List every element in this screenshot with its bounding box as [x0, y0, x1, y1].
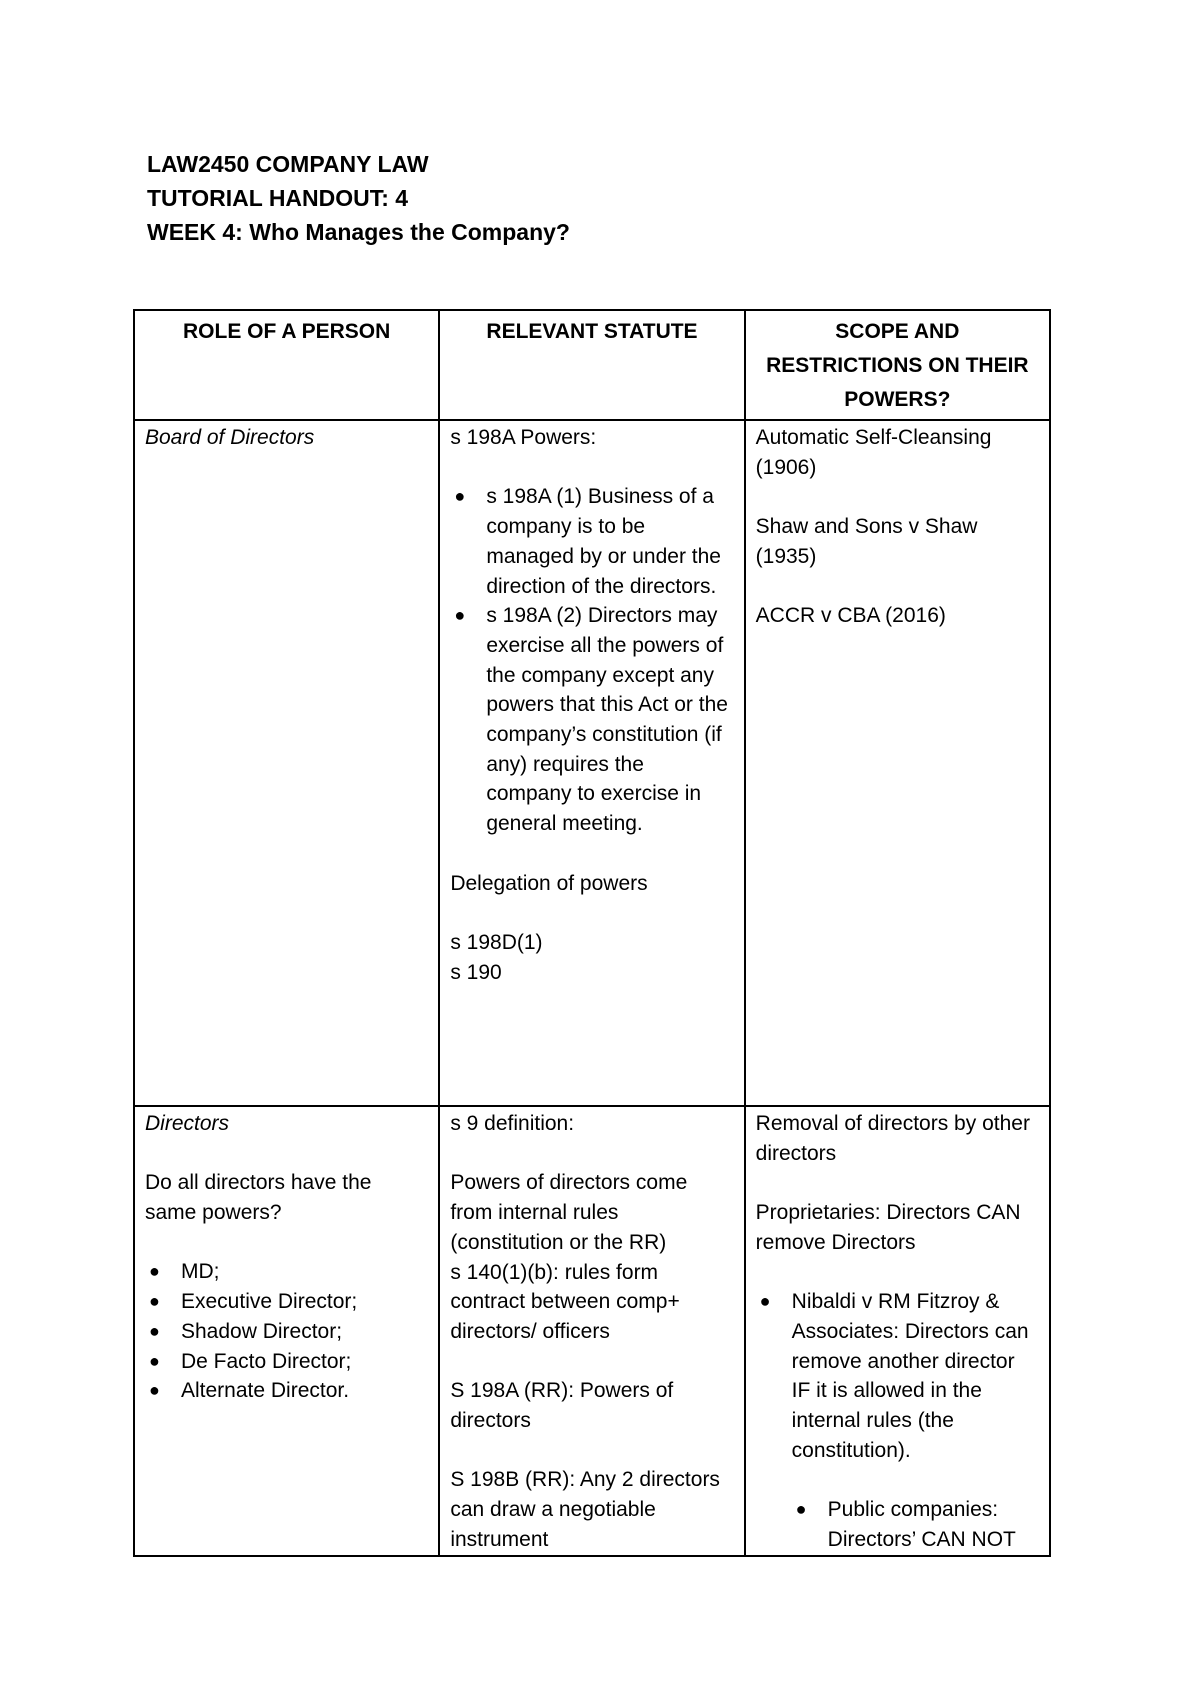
statute-text: S 198A (RR): Powers of directors	[450, 1379, 674, 1432]
list-item: ● s 198A (1) Business of a company is to be managed by or under the direction of the directors.	[450, 482, 733, 601]
delegation-heading: Delegation of powers	[450, 871, 648, 895]
case-ref: ACCR v CBA (2016)	[755, 604, 946, 628]
statute-text: Powers of directors come from internal rules (constitution or the RR)	[450, 1171, 688, 1254]
bullet-icon: ●	[149, 1320, 160, 1341]
list-item: ● Nibaldi v RM Fitzroy & Associates: Directors can remove another director IF it is allowed in the internal rules (the constitution).	[756, 1287, 1039, 1465]
scope-bullet-list	[756, 1287, 1039, 1465]
list-item: ● MD;	[145, 1257, 428, 1287]
cell-statute	[439, 420, 744, 1106]
role-question: Do all directors have the same powers?	[145, 1171, 372, 1225]
table-row	[134, 420, 1050, 1106]
bullet-icon: ●	[149, 1380, 160, 1401]
statute-title: s 198A Powers:	[450, 426, 597, 449]
cell-role	[134, 420, 439, 1106]
roles-table	[133, 309, 1051, 1557]
list-item: ● s 198A (2) Directors may exercise all the powers of the company except any powers that this Act or the company’s constitution (if any) requires the company to exercise in general meeting.	[450, 601, 733, 839]
list-item: ● Public companies: Directors’ CAN NOT	[756, 1495, 1039, 1554]
course-title: LAW2450 COMPANY LAW	[147, 151, 429, 177]
cell-scope	[745, 1106, 1050, 1556]
cell-statute	[439, 1106, 744, 1556]
week-title: WEEK 4: Who Manages the Company?	[147, 219, 570, 245]
scope-text: Proprietaries: Directors CAN remove Directors	[755, 1201, 1021, 1254]
scope-text: Removal of directors by other directors	[755, 1112, 1030, 1165]
statute-text: S 198B (RR): Any 2 directors can draw a negotiable instrument	[450, 1468, 720, 1551]
scope-sub-bullet-list	[756, 1495, 1039, 1554]
table-header-row	[134, 310, 1050, 420]
table-row	[134, 1106, 1050, 1556]
header-role: ROLE OF A PERSON	[134, 310, 439, 420]
bullet-icon: ●	[795, 1499, 807, 1520]
role-label: Board of Directors	[145, 426, 315, 449]
bullet-icon: ●	[149, 1350, 160, 1371]
header-scope: SCOPE AND RESTRICTIONS ON THEIR POWERS?	[745, 310, 1050, 420]
cell-scope	[745, 420, 1050, 1106]
director-types-list	[145, 1257, 428, 1406]
case-ref: Shaw and Sons v Shaw (1935)	[755, 515, 978, 568]
list-item: ● Executive Director;	[145, 1287, 428, 1317]
bullet-icon: ●	[759, 1291, 771, 1312]
list-item: ● Alternate Director.	[145, 1376, 428, 1406]
list-item: ● De Facto Director;	[145, 1347, 428, 1377]
cell-role	[134, 1106, 439, 1556]
bullet-icon: ●	[454, 605, 466, 626]
page-heading	[147, 147, 1047, 249]
header-statute: RELEVANT STATUTE	[439, 310, 744, 420]
handout-title: TUTORIAL HANDOUT: 4	[147, 185, 409, 211]
bullet-icon: ●	[454, 486, 466, 507]
role-label: Directors	[145, 1112, 230, 1135]
bullet-icon: ●	[149, 1291, 160, 1312]
statute-ref: s 198D(1)	[450, 930, 543, 954]
bullet-icon: ●	[149, 1261, 160, 1282]
statute-definition: s 9 definition:	[450, 1112, 575, 1135]
statute-ref: s 190	[450, 960, 502, 984]
case-ref: Automatic Self-Cleansing (1906)	[755, 426, 992, 479]
statute-bullet-list	[450, 482, 733, 838]
statute-text: s 140(1)(b): rules form contract between comp+ directors/ officers	[450, 1260, 680, 1343]
list-item: ● Shadow Director;	[145, 1317, 428, 1347]
